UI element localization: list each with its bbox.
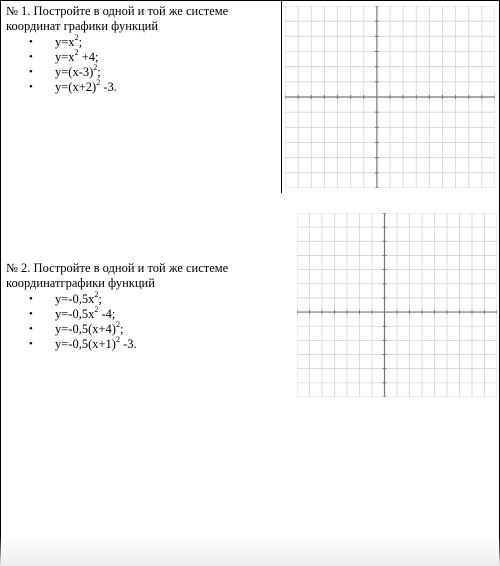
- task-2-title-line-1: № 2. Постройте в одной и той же системе: [6, 261, 229, 275]
- table-divider: [281, 0, 282, 193]
- bullet-icon: •: [29, 36, 33, 48]
- task-1: [6, 4, 228, 95]
- bullet-icon: •: [29, 66, 33, 78]
- bullet-icon: •: [29, 323, 33, 335]
- task-1-function-list: [6, 32, 228, 95]
- bullet-icon: •: [29, 81, 33, 93]
- function-item: • $y=x^2 +4$;: [29, 47, 99, 64]
- task-1-title-line-1: № 1. Постройте в одной и той же системе: [6, 4, 229, 18]
- page-bottom-shade: [0, 536, 500, 566]
- task-2-title-line-2: координатграфики функций: [6, 276, 155, 290]
- function-item: • $y=-0,5x^2$ -4;: [29, 304, 116, 321]
- task-2: [6, 261, 228, 352]
- task-1-title-line-2: координат графики функций: [6, 19, 159, 33]
- function-item: • $y=(x-3)^2$;: [29, 62, 101, 79]
- function-item: • $y=-0,5x^2$;: [29, 289, 102, 306]
- function-item: • $y=-0,5(x+1)^2$ -3.: [29, 334, 137, 351]
- coordinate-grid-1: [285, 6, 495, 188]
- function-item: • $y=-0,5(x+4)^2$;: [29, 319, 124, 336]
- bullet-icon: •: [29, 51, 33, 63]
- task-2-function-list: [6, 289, 228, 352]
- bullet-icon: •: [29, 338, 33, 350]
- bullet-icon: •: [29, 308, 33, 320]
- function-item: • $y=x^2$;: [29, 32, 83, 49]
- coordinate-grid-2: [297, 213, 497, 397]
- function-item: • $y=(x+2)^2$ -3.: [29, 77, 117, 94]
- bullet-icon: •: [29, 293, 33, 305]
